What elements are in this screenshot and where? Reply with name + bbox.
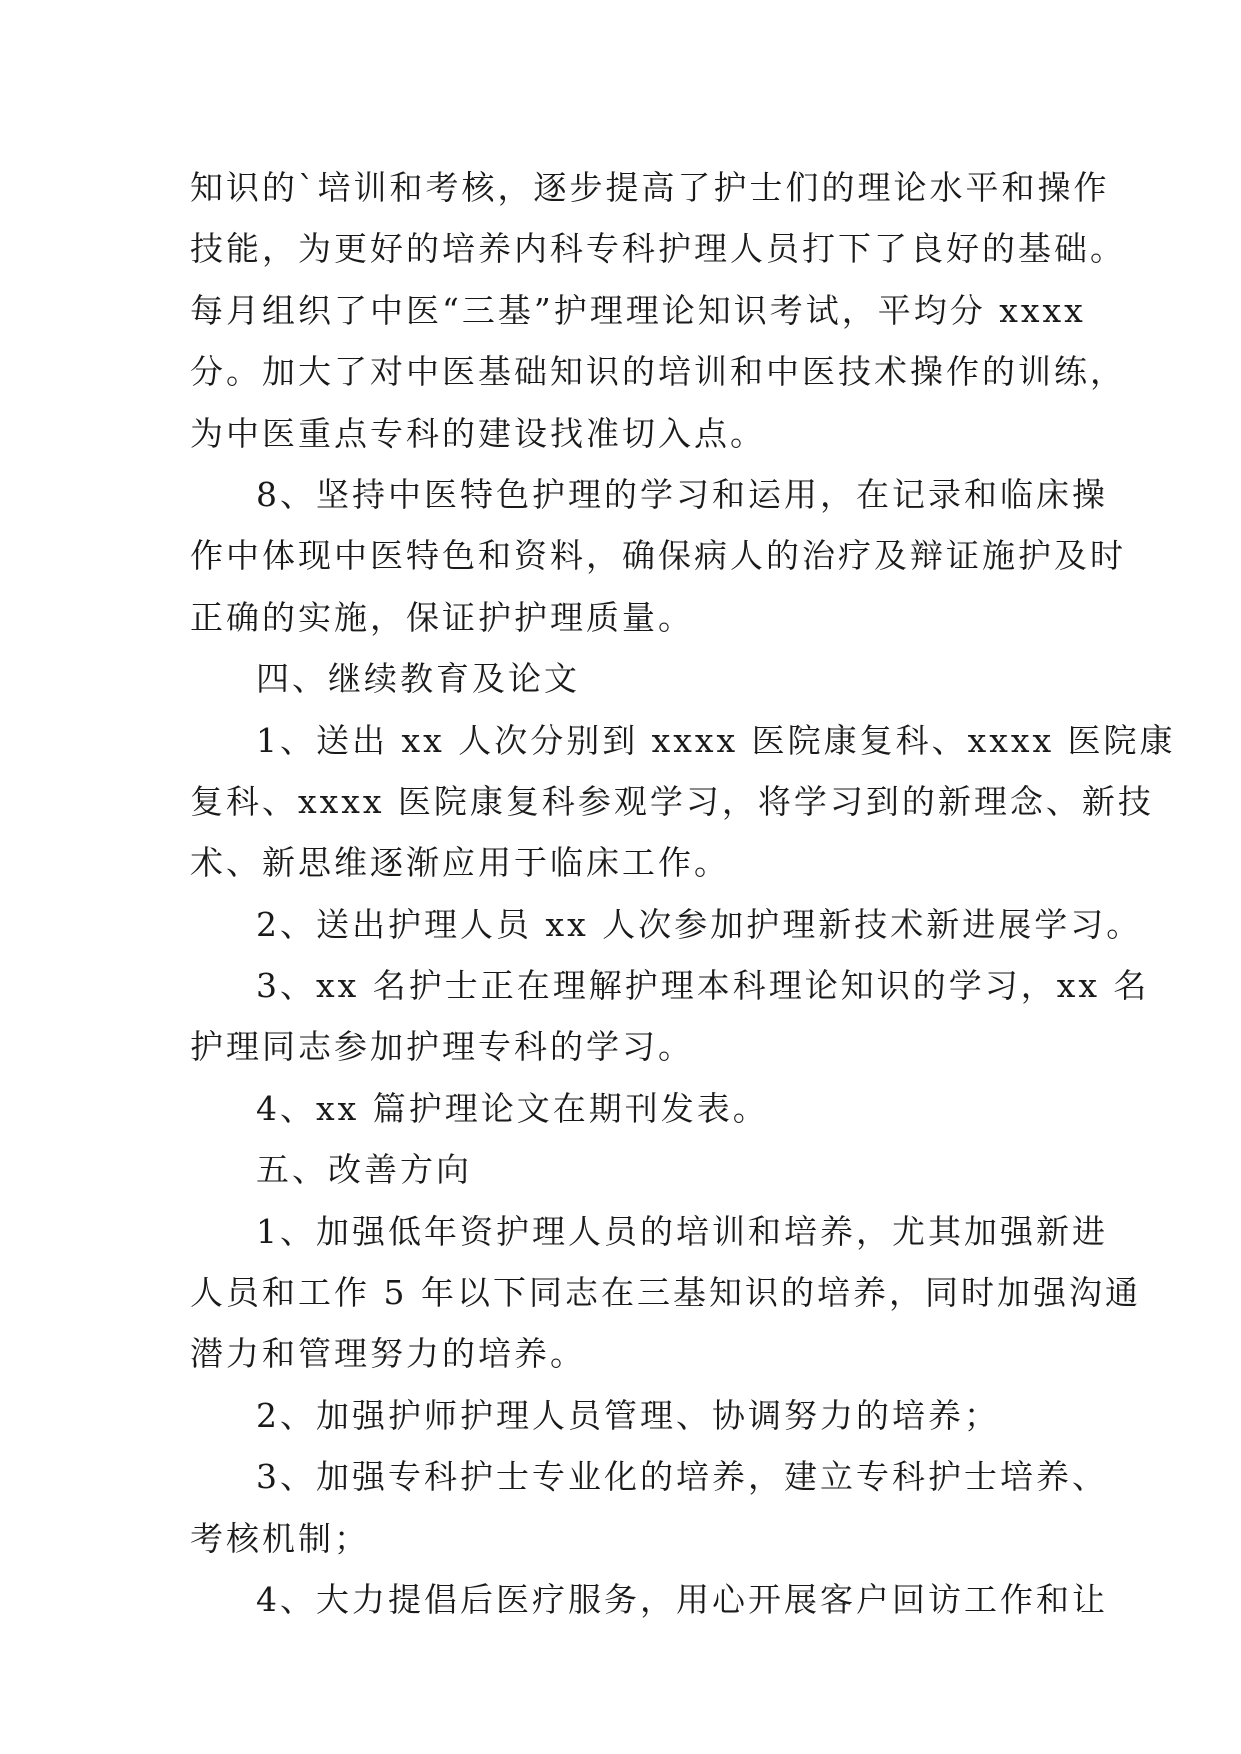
paragraph-start-line: 1、加强低年资护理人员的培训和培养，尤其加强新进 [256, 1211, 1108, 1251]
paragraph-start-line: 1、送出 xx 人次分别到 xxxx 医院康复科、xxxx 医院康 [256, 720, 1176, 760]
text-line: 考核机制； [190, 1518, 370, 1558]
paragraph-start-line: 4、大力提倡后医疗服务，用心开展客户回访工作和让 [256, 1579, 1108, 1619]
section-heading: 五、改善方向 [256, 1150, 472, 1190]
paragraph-start-line: 2、送出护理人员 xx 人次参加护理新技术新进展学习。 [256, 904, 1143, 944]
text-line: 正确的实施，保证护护理质量。 [190, 597, 694, 637]
text-line: 技能，为更好的培养内科专科护理人员打下了良好的基础。 [190, 229, 1126, 269]
document-body [190, 157, 1176, 1630]
text-line: 每月组织了中医“三基”护理理论知识考试，平均分 xxxx [190, 290, 1086, 330]
paragraph-start-line: 4、xx 篇护理论文在期刊发表。 [256, 1088, 769, 1128]
text-line: 复科、xxxx 医院康复科参观学习，将学习到的新理念、新技 [190, 781, 1154, 821]
text-line: 知识的`培训和考核，逐步提高了护士们的理论水平和操作 [190, 168, 1110, 207]
paragraph-start-line: 3、加强专科护士专业化的培养，建立专科护士培养、 [256, 1457, 1108, 1497]
text-line: 潜力和管理努力的培养。 [190, 1334, 586, 1374]
text-line: 护理同志参加护理专科的学习。 [190, 1027, 694, 1067]
text-line: 术、新思维逐渐应用于临床工作。 [190, 843, 730, 883]
text-line: 分。加大了对中医基础知识的培训和中医技术操作的训练， [190, 352, 1126, 392]
paragraph-start-line: 3、xx 名护士正在理解护理本科理论知识的学习，xx 名 [256, 966, 1150, 1006]
text-line: 为中医重点专科的建设找准切入点。 [190, 413, 766, 453]
section-heading: 四、继续教育及论文 [256, 659, 580, 699]
paragraph-start-line: 2、加强护师护理人员管理、协调努力的培养； [256, 1395, 1000, 1435]
paragraph-start-line: 8、坚持中医特色护理的学习和运用，在记录和临床操 [256, 474, 1108, 514]
text-line: 作中体现中医特色和资料，确保病人的治疗及辩证施护及时 [190, 536, 1126, 576]
text-line: 人员和工作 5 年以下同志在三基知识的培养，同时加强沟通 [190, 1273, 1141, 1313]
